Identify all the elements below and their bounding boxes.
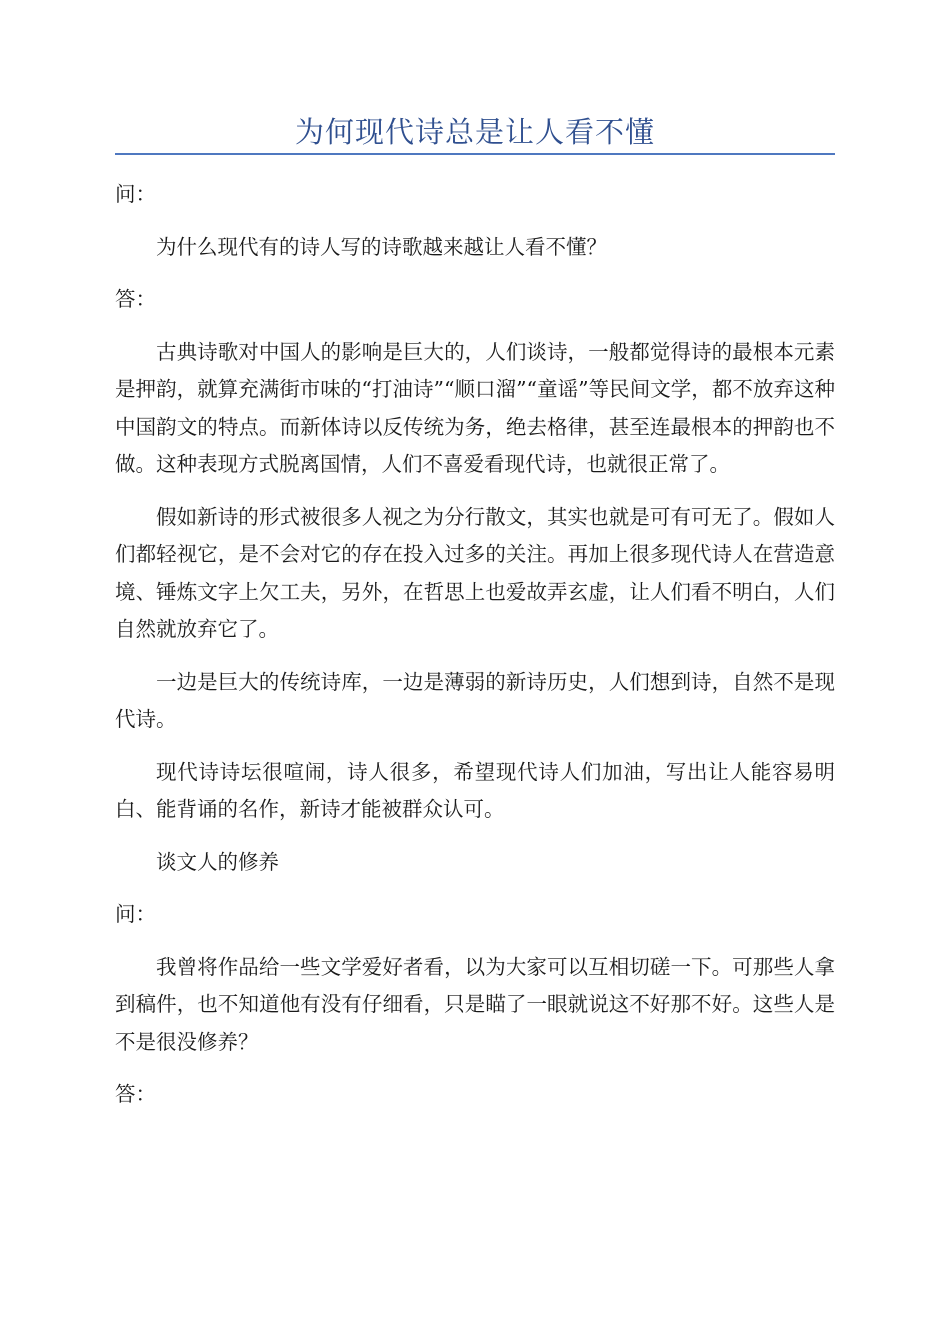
document-body [115,176,835,1129]
section-subheading: 谈文人的修养 [156,849,279,874]
question-text: 我曾将作品给一些文学爱好者看，以为大家可以互相切磋一下。可那些人拿到稿件，也不知道他有没有仔细看，只是瞄了一眼就说这不好那不好。这些人是不是很没修养？ [115,954,835,1054]
answer-label: 答： [115,1082,156,1106]
answer-paragraph: 现代诗诗坛很喧闹，诗人很多，希望现代诗人们加油，写出让人能容易明白、能背诵的名作，新诗才能被群众认可。 [115,759,835,821]
question-text: 为什么现代有的诗人写的诗歌越来越让人看不懂？ [156,234,607,259]
answer-label: 答： [115,287,156,311]
document-title: 为何现代诗总是让人看不懂 [294,115,655,149]
question-label: 问： [115,182,156,206]
answer-paragraph: 一边是巨大的传统诗库，一边是薄弱的新诗历史，人们想到诗，自然不是现代诗。 [115,669,835,731]
question-label: 问： [115,902,156,926]
answer-paragraph: 假如新诗的形式被很多人视之为分行散文，其实也就是可有可无了。假如人们都轻视它，是不会对它的存在投入过多的关注。再加上很多现代诗人在营造意境、锤炼文字上欠工夫，另外，在哲思上也爱故弄玄虚，让人们看不明白，人们自然就放弃它了。 [115,504,835,641]
title-underline [115,153,835,155]
answer-paragraph: 古典诗歌对中国人的影响是巨大的，人们谈诗，一般都觉得诗的最根本元素是押韵，就算充满街市味的“打油诗”“顺口溜”“童谣”等民间文学，都不放弃这种中国韵文的特点。而新体诗以反传统为务，绝去格律，甚至连最根本的押韵也不做。这种表现方式脱离国情，人们不喜爱看现代诗，也就很正常了。 [115,339,835,476]
